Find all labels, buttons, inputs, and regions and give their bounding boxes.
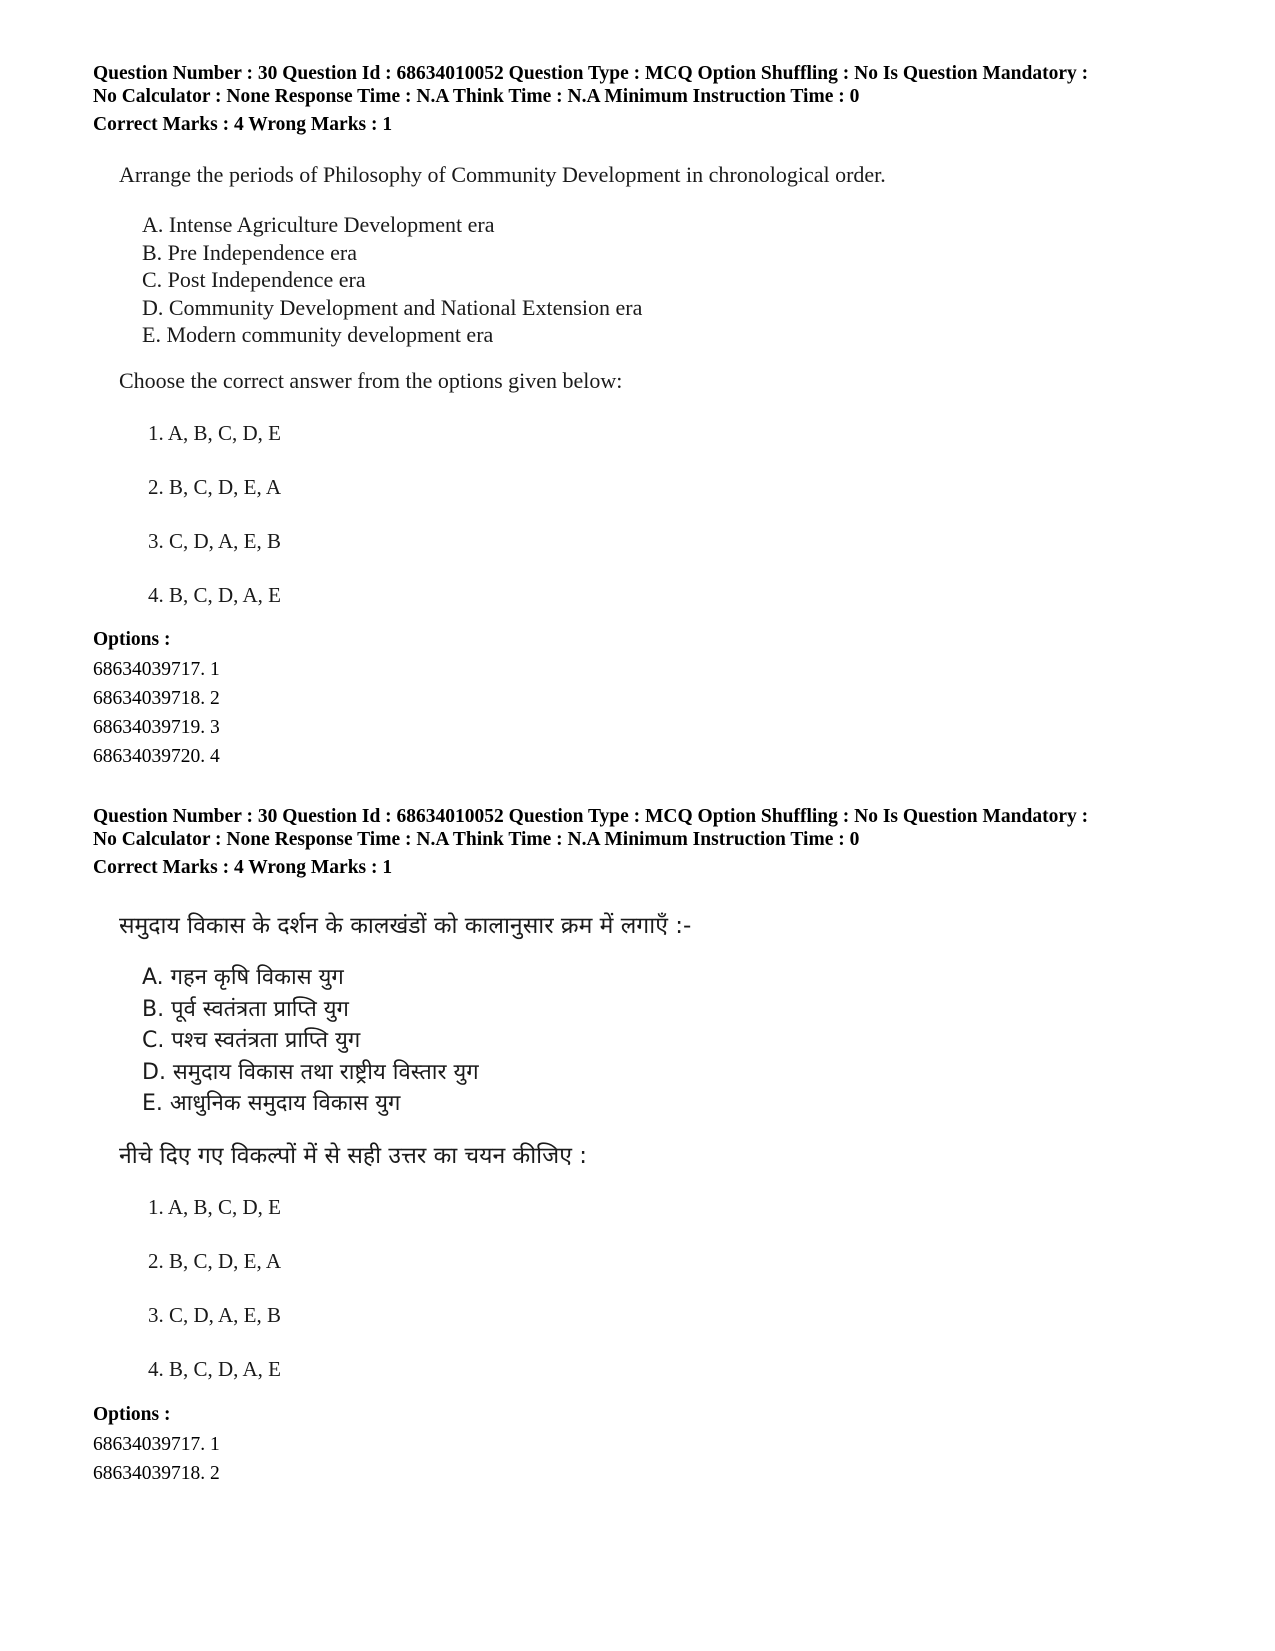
list-item: C. पश्च स्वतंत्रता प्राप्ति युग [142, 1028, 361, 1053]
list-item: D. समुदाय विकास तथा राष्ट्रीय विस्तार युग [142, 1059, 479, 1085]
question-header [93, 62, 1213, 136]
list-item: E. आधुनिक समुदाय विकास युग [142, 1091, 401, 1116]
option-item: 68634039719. 3 [93, 717, 220, 738]
question-instruction: नीचे दिए गए विकल्पों में से सही उत्तर का चयन कीजिए : [119, 1143, 587, 1169]
option-item: 68634039720. 4 [93, 746, 220, 767]
item-list [142, 962, 479, 1120]
answer-choices [148, 1195, 281, 1411]
options-label: Options : [93, 629, 171, 650]
answer-choice: 4. B, C, D, A, E [148, 1357, 282, 1381]
question-instruction: Choose the correct answer from the options given below: [119, 368, 623, 393]
question-prompt: समुदाय विकास के दर्शन के कालखंडों को कालानुसार क्रम में लगाएँ :- [119, 913, 692, 939]
item-list [142, 211, 642, 349]
question-meta-line-2: No Calculator : None Response Time : N.A Think Time : N.A Minimum Instruction Time : 0 [93, 829, 860, 850]
list-item: A. Intense Agriculture Development era [142, 212, 495, 237]
question-marks: Correct Marks : 4 Wrong Marks : 1 [93, 114, 393, 135]
options-label: Options : [93, 1404, 171, 1425]
list-item: D. Community Development and National Extension era [142, 294, 643, 320]
question-header [93, 805, 1213, 879]
option-item: 68634039717. 1 [93, 1434, 220, 1455]
options-list [93, 1430, 220, 1488]
list-item: B. Pre Independence era [142, 239, 358, 265]
answer-choice: 2. B, C, D, E, A [148, 1249, 282, 1273]
list-item: A. गहन कृषि विकास युग [142, 965, 344, 990]
question-meta-line-1: Question Number : 30 Question Id : 68634010052 Question Type : MCQ Option Shuffling : No Is Question Mandatory : [93, 806, 1089, 827]
answer-choice: 3. C, D, A, E, B [148, 1303, 282, 1327]
question-meta-line-2: No Calculator : None Response Time : N.A Think Time : N.A Minimum Instruction Time : 0 [93, 86, 860, 107]
question-marks: Correct Marks : 4 Wrong Marks : 1 [93, 857, 393, 878]
option-item: 68634039718. 2 [93, 688, 220, 709]
options-list [93, 655, 220, 771]
answer-choice: 4. B, C, D, A, E [148, 583, 282, 607]
answer-choice: 3. C, D, A, E, B [148, 529, 282, 553]
question-prompt: Arrange the periods of Philosophy of Community Development in chronological order. [119, 162, 886, 187]
question-meta [93, 805, 1213, 851]
option-item: 68634039718. 2 [93, 1463, 220, 1484]
list-item: C. Post Independence era [142, 267, 366, 292]
list-item: B. पूर्व स्वतंत्रता प्राप्ति युग [142, 996, 349, 1022]
answer-choice: 2. B, C, D, E, A [148, 475, 282, 499]
question-meta-line-1: Question Number : 30 Question Id : 68634010052 Question Type : MCQ Option Shuffling : No Is Question Mandatory : [93, 63, 1089, 84]
option-item: 68634039717. 1 [93, 659, 220, 680]
question-meta [93, 62, 1213, 108]
answer-choice: 1. A, B, C, D, E [148, 1195, 282, 1219]
list-item: E. Modern community development era [142, 322, 494, 347]
answer-choice: 1. A, B, C, D, E [148, 421, 282, 445]
answer-choices [148, 421, 281, 637]
